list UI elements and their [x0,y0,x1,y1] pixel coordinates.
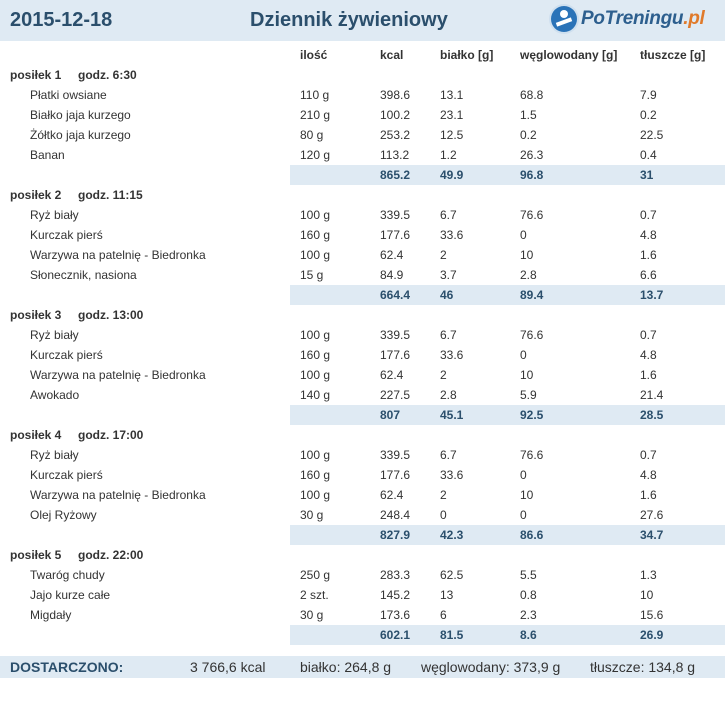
food-carbs: 10 [520,488,534,502]
food-carbs: 2.8 [520,268,537,282]
food-kcal: 253.2 [380,128,411,142]
food-kcal: 62.4 [380,248,404,262]
food-kcal: 145.2 [380,588,411,602]
meal-total-carbs: 89.4 [520,288,544,302]
meal-time: godz. 22:00 [78,548,144,562]
food-kcal: 177.6 [380,228,411,242]
food-kcal: 100.2 [380,108,411,122]
meal-title: posiłek 4 [10,428,62,442]
food-protein: 6.7 [440,448,457,462]
meal-title: posiłek 2 [10,188,62,202]
logo-tld: .pl [683,8,705,29]
food-fat: 22.5 [640,128,664,142]
food-qty: 30 g [300,508,324,522]
page-title: Dziennik żywieniowy [250,9,448,31]
food-kcal: 84.9 [380,268,404,282]
food-fat: 1.6 [640,488,657,502]
column-header-qty: ilość [300,48,328,62]
food-name: Twaróg chudy [30,568,105,582]
food-name: Słonecznik, nasiona [30,268,137,282]
food-qty: 110 g [300,88,330,102]
food-kcal: 177.6 [380,468,411,482]
food-qty: 100 g [300,448,331,462]
food-fat: 4.8 [640,348,657,362]
food-qty: 100 g [300,328,331,342]
food-name: Ryż biały [30,328,79,342]
food-carbs: 68.8 [520,88,544,102]
potreningu-logo[interactable] [551,4,704,34]
food-protein: 6.7 [440,208,457,222]
food-protein: 13.1 [440,88,464,102]
food-carbs: 76.6 [520,448,544,462]
food-carbs: 0 [520,228,527,242]
food-name: Ryż biały [30,448,79,462]
column-header-fat: tłuszcze [g] [640,48,706,62]
logo-text [581,8,704,30]
food-carbs: 26.3 [520,148,544,162]
food-protein: 0 [440,508,447,522]
food-carbs: 5.5 [520,568,537,582]
food-kcal: 398.6 [380,88,411,102]
food-protein: 2 [440,488,447,502]
food-carbs: 0.2 [520,128,537,142]
column-header-carbs: węglowodany [g] [520,48,618,62]
food-fat: 21.4 [640,388,664,402]
food-name: Warzywa na patelnię - Biedronka [30,248,206,262]
meal-title: posiłek 5 [10,548,62,562]
meal-time: godz. 6:30 [78,68,137,82]
meal-total-kcal: 827.9 [380,528,411,542]
food-name: Awokado [30,388,80,402]
food-qty: 15 g [300,268,324,282]
food-kcal: 248.4 [380,508,411,522]
meal-total-fat: 26.9 [640,628,664,642]
food-fat: 1.6 [640,368,657,382]
meal-title: posiłek 1 [10,68,62,82]
food-name: Płatki owsiane [30,88,107,102]
food-fat: 0.7 [640,448,657,462]
food-qty: 100 g [300,488,331,502]
meal-total-fat: 13.7 [640,288,664,302]
meal-total-protein: 45.1 [440,408,464,422]
daily-summary-bar [0,656,725,678]
food-protein: 33.6 [440,468,464,482]
food-qty: 210 g [300,108,331,122]
food-kcal: 339.5 [380,328,411,342]
meal-total-protein: 42.3 [440,528,464,542]
meal-total-carbs: 8.6 [520,628,537,642]
food-carbs: 2.3 [520,608,537,622]
food-carbs: 0 [520,348,527,362]
food-carbs: 5.9 [520,388,537,402]
food-name: Warzywa na patelnię - Biedronka [30,488,206,502]
food-fat: 4.8 [640,228,657,242]
food-fat: 0.7 [640,328,657,342]
food-carbs: 0 [520,468,527,482]
meal-total-kcal: 807 [380,408,401,422]
meal-total-kcal: 865.2 [380,168,411,182]
meal-total-protein: 49.9 [440,168,464,182]
diary-date: 2015-12-18 [10,9,113,31]
food-fat: 0.7 [640,208,657,222]
food-protein: 2 [440,368,447,382]
meal-total-fat: 31 [640,168,654,182]
food-carbs: 0 [520,508,527,522]
food-carbs: 1.5 [520,108,537,122]
food-kcal: 113.2 [380,148,410,162]
food-kcal: 62.4 [380,368,404,382]
food-fat: 7.9 [640,88,657,102]
meal-total-carbs: 96.8 [520,168,544,182]
food-fat: 6.6 [640,268,657,282]
food-protein: 13 [440,588,454,602]
food-protein: 33.6 [440,348,464,362]
food-name: Białko jaja kurzego [30,108,131,122]
meal-total-carbs: 86.6 [520,528,544,542]
runner-logo-icon [551,6,577,32]
food-name: Olej Ryżowy [30,508,97,522]
food-carbs: 10 [520,368,534,382]
food-name: Kurczak pierś [30,348,103,362]
food-protein: 6 [440,608,447,622]
summary-label: DOSTARCZONO: [10,659,124,675]
food-protein: 3.7 [440,268,457,282]
food-qty: 2 szt. [300,588,329,602]
food-protein: 6.7 [440,328,457,342]
food-kcal: 227.5 [380,388,411,402]
food-kcal: 283.3 [380,568,411,582]
food-fat: 15.6 [640,608,664,622]
food-fat: 27.6 [640,508,664,522]
food-fat: 10 [640,588,654,602]
food-qty: 250 g [300,568,331,582]
food-name: Kurczak pierś [30,228,103,242]
logo-name: PoTreningu [581,8,684,29]
food-protein: 2 [440,248,447,262]
food-fat: 1.3 [640,568,657,582]
food-name: Migdały [30,608,72,622]
food-protein: 2.8 [440,388,457,402]
food-carbs: 10 [520,248,534,262]
food-qty: 100 g [300,248,331,262]
header-bar [0,0,725,41]
summary-carbs: węglowodany: 373,9 g [421,659,561,675]
meal-time: godz. 11:15 [78,188,143,202]
food-qty: 80 g [300,128,324,142]
meal-time: godz. 13:00 [78,308,144,322]
food-kcal: 62.4 [380,488,404,502]
food-kcal: 339.5 [380,448,411,462]
meal-total-protein: 81.5 [440,628,464,642]
meal-total-protein: 46 [440,288,454,302]
food-carbs: 76.6 [520,328,544,342]
food-qty: 100 g [300,208,331,222]
meal-total-carbs: 92.5 [520,408,544,422]
food-protein: 12.5 [440,128,464,142]
summary-protein: białko: 264,8 g [300,659,392,675]
food-qty: 140 g [300,388,331,402]
food-carbs: 0.8 [520,588,537,602]
food-protein: 33.6 [440,228,464,242]
meal-totals-row [290,165,725,185]
food-qty: 120 g [300,148,331,162]
food-carbs: 76.6 [520,208,544,222]
food-kcal: 339.5 [380,208,411,222]
meal-time: godz. 17:00 [78,428,144,442]
meal-title: posiłek 3 [10,308,62,322]
food-protein: 23.1 [440,108,464,122]
meal-total-kcal: 664.4 [380,288,411,302]
food-qty: 160 g [300,468,331,482]
food-protein: 62.5 [440,568,464,582]
food-kcal: 173.6 [380,608,411,622]
food-fat: 0.4 [640,148,657,162]
food-qty: 100 g [300,368,331,382]
food-name: Żółtko jaja kurzego [30,128,131,142]
column-header-protein: białko [g] [440,48,494,62]
food-fat: 0.2 [640,108,657,122]
food-name: Jajo kurze całe [30,588,111,602]
meal-total-kcal: 602.1 [380,628,411,642]
food-name: Kurczak pierś [30,468,103,482]
summary-fat: tłuszcze: 134,8 g [590,659,696,675]
food-name: Banan [30,148,65,162]
food-name: Warzywa na patelnię - Biedronka [30,368,206,382]
food-qty: 160 g [300,348,331,362]
food-qty: 160 g [300,228,331,242]
food-fat: 1.6 [640,248,657,262]
meal-total-fat: 34.7 [640,528,664,542]
summary-kcal: 3 766,6 kcal [190,659,266,675]
food-protein: 1.2 [440,148,457,162]
food-kcal: 177.6 [380,348,411,362]
food-qty: 30 g [300,608,324,622]
meal-total-fat: 28.5 [640,408,664,422]
column-header-kcal: kcal [380,48,404,62]
food-name: Ryż biały [30,208,79,222]
food-fat: 4.8 [640,468,657,482]
